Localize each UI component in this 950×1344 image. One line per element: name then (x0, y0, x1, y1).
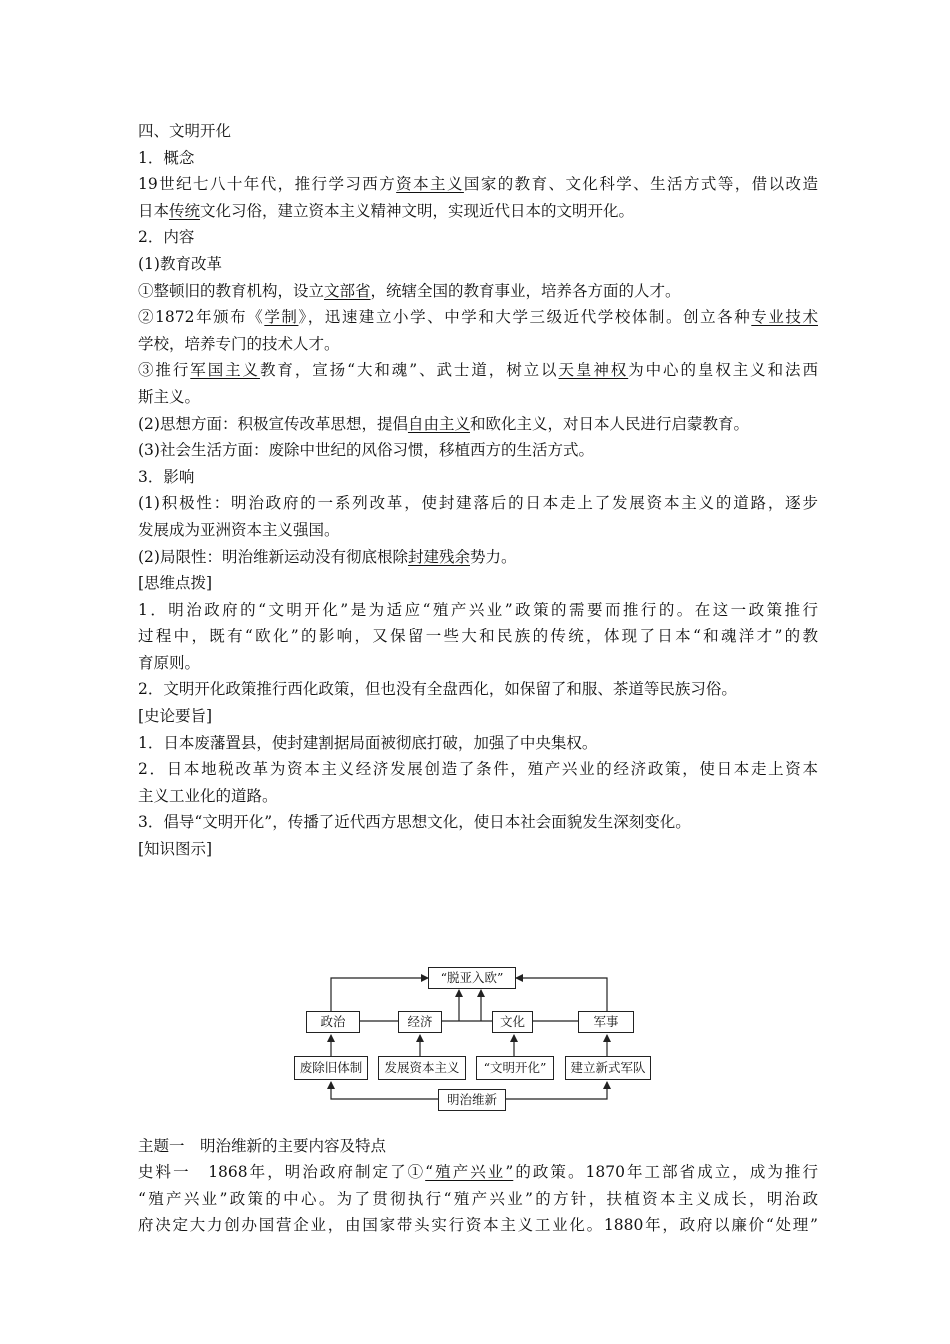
subheading: 2．内容 (138, 228, 195, 247)
paragraph-line: 日本传统文化习俗，建立资本主义精神文明，实现近代日本的文明开化。 (138, 201, 635, 220)
paragraph-line: 19世纪七八十年代，推行学习西方资本主义国家的教育、文化科学、生活方式等，借以改造 (138, 175, 818, 194)
box-meiji-restoration: 明治维新 (438, 1089, 506, 1111)
paragraph-line: 史料一 1868年，明治政府制定了①“殖产兴业”的政策。1870年工部省成立，成为推行 (138, 1163, 818, 1182)
box-abolish-old-system: 废除旧体制 (294, 1056, 368, 1080)
box-new-army: 建立新式军队 (565, 1056, 651, 1080)
paragraph-line: ①整顿旧的教育机构，设立文部省，统辖全国的教育事业，培养各方面的人才。 (138, 281, 681, 300)
underlined-term: 天皇神权 (558, 361, 629, 380)
paragraph-line: 主义工业化的道路。 (138, 786, 278, 805)
box-culture: 文化 (492, 1011, 533, 1033)
paragraph-line: 1．明治政府的“文明开化”是为适应“殖产兴业”政策的需要而推行的。在这一政策推行 (138, 600, 818, 619)
underlined-term: 传统 (169, 201, 201, 220)
paragraph-line: “殖产兴业”政策的中心。为了贯彻执行“殖产兴业”的方针，扶植资本主义成长，明治政 (138, 1189, 818, 1208)
paragraph-line: (1)积极性：明治政府的一系列改革，使封建落后的日本走上了发展资本主义的道路，逐步 (138, 494, 818, 513)
paragraph-line: ②1872年颁布《学制》，迅速建立小学、中学和大学三级近代学校体制。创立各种专业技术 (138, 308, 818, 327)
paragraph-line: ③推行军国主义教育，宣扬“大和魂”、武士道，树立以天皇神权为中心的皇权主义和法西 (138, 361, 818, 380)
subheading: 1．概念 (138, 148, 195, 167)
underlined-term: 资本主义 (396, 175, 464, 194)
box-politics: 政治 (306, 1011, 360, 1033)
box-economy: 经济 (398, 1011, 442, 1033)
paragraph-line: (2)思想方面：积极宣传改革思想，提倡自由主义和欧化主义，对日本人民进行启蒙教育。 (138, 414, 749, 433)
paragraph-line: 1．日本废藩置县，使封建割据局面被彻底打破，加强了中央集权。 (138, 733, 598, 752)
paragraph-line: 2．日本地税改革为资本主义经济发展创造了条件，殖产兴业的经济政策，使日本走上资本 (138, 760, 818, 779)
paragraph-line: 学校，培养专门的技术人才。 (138, 334, 340, 353)
underlined-term: 专业技术 (751, 308, 818, 327)
knowledge-diagram (138, 863, 818, 1107)
section-label: [史论要旨] (138, 707, 213, 726)
underlined-term: “殖产兴业” (425, 1163, 514, 1182)
box-civilization: “文明开化” (476, 1056, 554, 1080)
subheading: (1)教育改革 (138, 254, 222, 273)
subheading: 3．影响 (138, 467, 195, 486)
paragraph-line: 斯主义。 (138, 387, 201, 406)
underlined-term: 文部省 (324, 281, 371, 300)
underlined-term: 军国主义 (190, 361, 260, 380)
section-label: [思维点拨] (138, 574, 213, 593)
paragraph-line: 2．文明开化政策推行西化政策，但也没有全盘西化，如保留了和服、茶道等民族习俗。 (138, 680, 737, 699)
paragraph-line: 过程中，既有“欧化”的影响，又保留一些大和民族的传统，体现了日本“和魂洋才”的教 (138, 627, 818, 646)
paragraph-line: (2)局限性：明治维新运动没有彻底根除封建残余势力。 (138, 547, 517, 566)
box-military: 军事 (578, 1011, 634, 1033)
underlined-term: 学制 (264, 308, 299, 327)
paragraph-line: 发展成为亚洲资本主义强国。 (138, 520, 340, 539)
paragraph-line: 育原则。 (138, 653, 201, 672)
document-page (138, 118, 818, 1239)
paragraph-line: (3)社会生活方面：废除中世纪的风俗习惯，移植西方的生活方式。 (138, 441, 594, 460)
theme-heading: 主题一 明治维新的主要内容及特点 (138, 1136, 387, 1155)
section-heading: 四、文明开化 (138, 122, 232, 140)
section-label: [知识图示] (138, 840, 213, 859)
underlined-term: 封建残余 (407, 547, 470, 566)
paragraph-line: 3．倡导“文明开化”，传播了近代西方思想文化，使日本社会面貌发生深刻变化。 (138, 813, 691, 832)
underlined-term: 自由主义 (407, 414, 470, 433)
box-tuoya-ruou: “脱亚入欧” (428, 967, 516, 989)
paragraph-line: 府决定大力创办国营企业，由国家带头实行资本主义工业化。1880年，政府以廉价“处理” (138, 1216, 818, 1235)
box-develop-capitalism: 发展资本主义 (378, 1056, 466, 1080)
